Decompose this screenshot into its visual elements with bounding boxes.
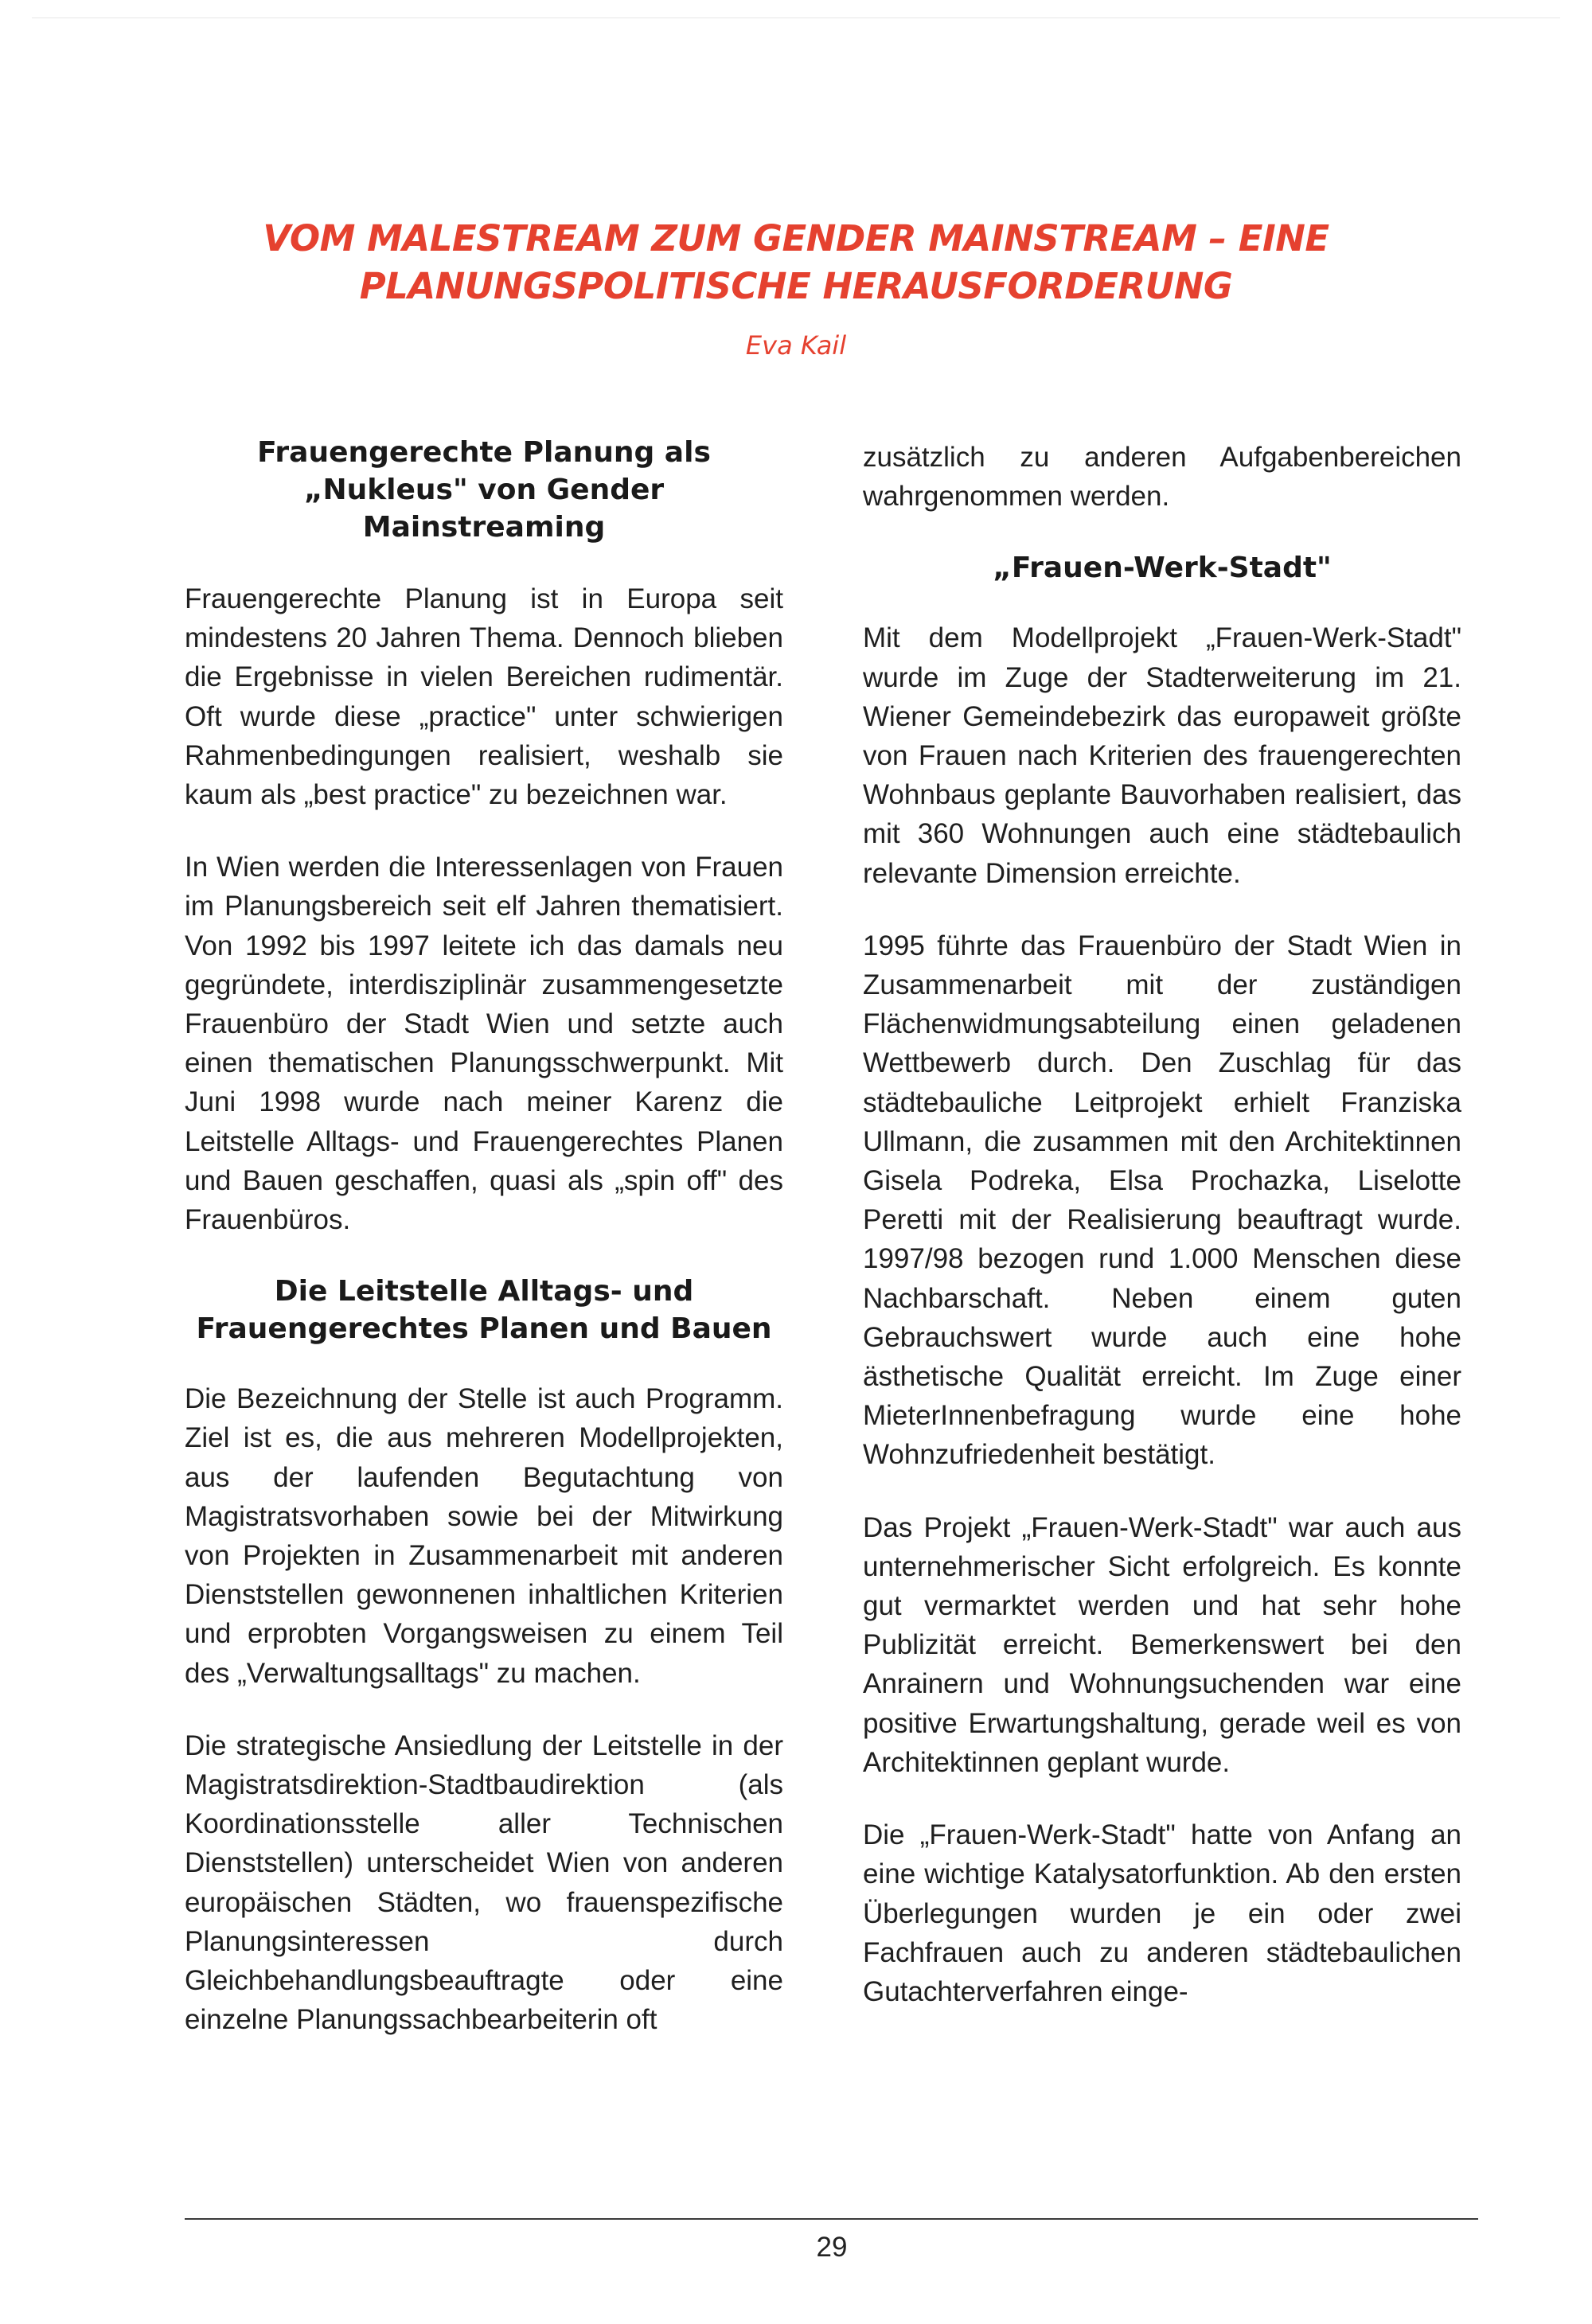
paragraph: Mit dem Modellprojekt „Frauen-Werk-Stadt" wurde im Zuge der Stadterweiterung im 21. Wiener Gemeindebezirk das europaweit größte von Frauen nach Kriterien des frauengerechten Wohnbaus geplante Bauvorhaben realisiert, das mit 360 Wohnungen auch eine städtebaulich relevante Dimension erreichte.: [863, 622, 1461, 889]
paragraph: Die Bezeichnung der Stelle ist auch Programm. Ziel ist es, die aus mehreren Modellprojekten, aus der laufenden Begutachtung von Magistratsvorhaben sowie bei der Mitwirkung von Projekten in Zusammenarbeit mit anderen Dienststellen gewonnenen inhaltlichen Kriterien und erprobten Vorgangsweisen zu einem Teil des „Verwaltungsalltags" zu machen.: [185, 1383, 783, 1689]
section-heading-leitstelle: [185, 1273, 783, 1347]
right-column: [863, 438, 1461, 2045]
section-heading-frauengerechte-planung: [185, 434, 783, 546]
paragraph: In Wien werden die Interessenlagen von Frauen im Planungsbereich seit elf Jahren thematisiert. Von 1992 bis 1997 leitete ich das damals neu gegründete, interdisziplinär zusammengesetzte Frauenbüro der Stadt Wien und setzte auch einen thematischen Planungsschwerpunkt. Mit Juni 1998 wurde nach meiner Karenz die Leitstelle Alltags- und Frauengerechtes Planen und Bauen geschaffen, quasi als „spin off" des Frauenbüros.: [185, 852, 783, 1236]
article-title-line-1: VOM MALESTREAM ZUM GENDER MAINSTREAM – EINE: [263, 217, 1329, 259]
section-heading-line: Frauengerechte Planung als: [257, 436, 711, 469]
article-author: Eva Kail: [745, 330, 847, 361]
paragraph: Frauengerechte Planung ist in Europa seit mindestens 20 Jahren Thema. Dennoch blieben die Ergebnisse in vielen Bereichen rudimentär. Oft wurde diese „practice" unter schwierigen Rahmenbedingungen realisiert, weshalb sie kaum als „best practice" zu bezeichnen war.: [185, 583, 783, 811]
page-number: 29: [816, 2232, 848, 2263]
paragraph: Die strategische Ansiedlung der Leitstelle in der Magistratsdirektion-Stadtbaudirektion (als Koordinationsstelle aller Technischen Dienststellen) unterscheidet Wien von anderen europäischen Städten, wo frauenspezifische Planungsinteressen durch Gleichbehandlungsbeauftragte oder eine einzelne Planungssachbearbeiterin oft: [185, 1729, 783, 2036]
section-heading-frauen-werk-stadt: „Frauen-Werk-Stadt": [993, 552, 1332, 585]
paragraph: Das Projekt „Frauen-Werk-Stadt" war auch aus unternehmerischer Sicht erfolgreich. Es konnte gut vermarktet werden und hat sehr hohe Publizität erreicht. Bemerkenswert bei den Anrainern und Wohnungsuchenden war eine positive Erwartungshaltung, gerade weil es von Architektinnen geplant wurde.: [863, 1511, 1461, 1778]
section-heading-line: Frauengerechtes Planen und Bauen: [196, 1312, 772, 1346]
section-heading-line: Die Leitstelle Alltags- und: [274, 1275, 694, 1308]
article-title: [143, 215, 1449, 310]
paragraph: zusätzlich zu anderen Aufgabenbereichen wahrgenommen werden.: [863, 442, 1461, 513]
paragraph: 1995 führte das Frauenbüro der Stadt Wien in Zusammenarbeit mit der zuständigen Flächenwidmungsabteilung einen geladenen Wettbewerb durch. Den Zuschlag für das städtebauliche Leitprojekt erhielt Franziska Ullmann, die zusammen mit den Architektinnen Gisela Podreka, Elsa Prochazka, Liselotte Peretti mit der Realisierung beauftragt wurde. 1997/98 bezogen rund 1.000 Menschen diese Nachbarschaft. Neben einem guten Gebrauchswert wurde auch eine hohe ästhetische Qualität erreicht. Im Zuge einer MieterInnenbefragung wurde eine hohe Wohnzufriedenheit bestätigt.: [863, 930, 1461, 1471]
footer-divider: [185, 2218, 1478, 2220]
left-column: [185, 434, 783, 2073]
paragraph: Die „Frauen-Werk-Stadt" hatte von Anfang an eine wichtige Katalysatorfunktion. Ab den ersten Überlegungen wurden je ein oder zwei Fachfrauen auch zu anderen städtebaulichen Gutachterverfahren einge-: [863, 1819, 1461, 2007]
section-heading-line: „Nukleus" von Gender Mainstreaming: [303, 474, 665, 544]
article-title-line-2: PLANUNGSPOLITISCHE HERAUSFORDERUNG: [359, 265, 1233, 307]
